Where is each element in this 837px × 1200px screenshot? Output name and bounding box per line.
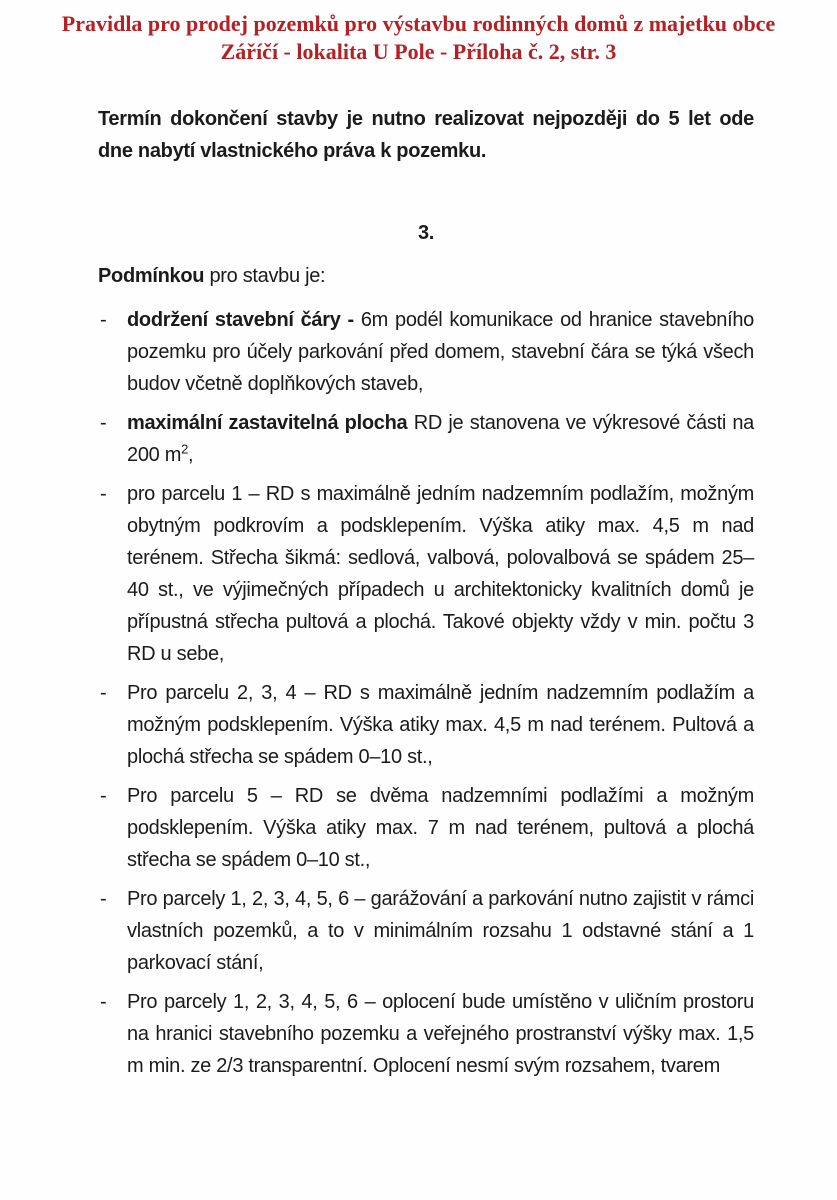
bullet-superscript: 2 [181,441,189,457]
list-item [98,986,754,1082]
bullet-bold-text: dodržení stavební čáry - [127,309,354,331]
list-item [98,883,754,979]
list-item [98,304,754,400]
list-item [98,677,754,773]
bullet-text: Pro parcelu 5 – RD se dvěma nadzemními podlažími a možným podsklepením. Výška atiky max. 7 m nad terénem, pultová a plochá střecha se spádem 0–10 st., [127,785,754,871]
bullet-marker: - [100,483,107,505]
intro-paragraph: Termín dokončení stavby je nutno realizovat nejpozději do 5 let ode dne nabytí vlastnického práva k pozemku. [98,108,754,162]
document-header [0,0,837,66]
bullet-tail-text: , [188,444,194,466]
conditions-lead-bold: Podmínkou [98,265,205,287]
bullet-marker: - [100,682,107,704]
bullet-text: pro parcelu 1 – RD s maximálně jedním nadzemním podlažím, možným obytným podkrovím a podsklepením. Výška atiky max. 4,5 m nad terénem. Střecha šikmá: sedlová, valbová, polovalbová se spádem 25– 40 st., ve výjimečných případech u architektonicky kvalitních domů je přípustná střecha pultová a plochá. Takové objekty vždy v min. počtu 3 RD u sebe, [127,483,754,665]
section-number: 3. [417,222,435,244]
bullet-text: Pro parcelu 2, 3, 4 – RD s maximálně jedním nadzemním podlažím a možným podsklepením. Výška atiky max. 4,5 m nad terénem. Pultová a plochá střecha se spádem 0–10 st., [127,682,754,768]
bullet-text: Pro parcely 1, 2, 3, 4, 5, 6 – oplocení bude umístěno v uličním prostoru na hranici stavebního pozemku a veřejného prostranství výšky max. 1,5 m min. ze 2/3 transparentní. Oplocení nesmí svým rozsahem, tvarem [127,991,754,1077]
bullet-marker: - [100,412,107,434]
bullet-text: Pro parcely 1, 2, 3, 4, 5, 6 – garážování a parkování nutno zajistit v rámci vlastních pozemků, a to v minimálním rozsahu 1 odstavné stání a 1 parkovací stání, [127,888,754,974]
conditions-lead [98,260,754,292]
bullet-marker: - [100,991,107,1013]
bullet-marker: - [100,785,107,807]
bullet-text: 6m podél komunikace od hranice stavebního pozemku pro účely parkování před domem, stavební čára se týká všech budov včetně doplňkových staveb, [127,309,755,395]
header-line-1: Pravidla pro prodej pozemků pro výstavbu rodinných domů z majetku obce [61,11,776,36]
bullet-bold-text: maximální zastavitelná plocha [127,412,408,434]
conditions-lead-rest: pro stavbu je: [204,265,326,287]
bullet-text: RD je stanovena ve výkresové části na 200 m [127,412,754,466]
document-body [98,103,754,1082]
header-line-2: Záříčí - lokalita U Pole - Příloha č. 2, str. 3 [220,39,617,64]
bullet-marker: - [100,309,107,331]
list-item [98,780,754,876]
conditions-bullet-list [98,304,754,1082]
list-item [98,407,754,471]
bullet-marker: - [100,888,107,910]
list-item [98,478,754,670]
